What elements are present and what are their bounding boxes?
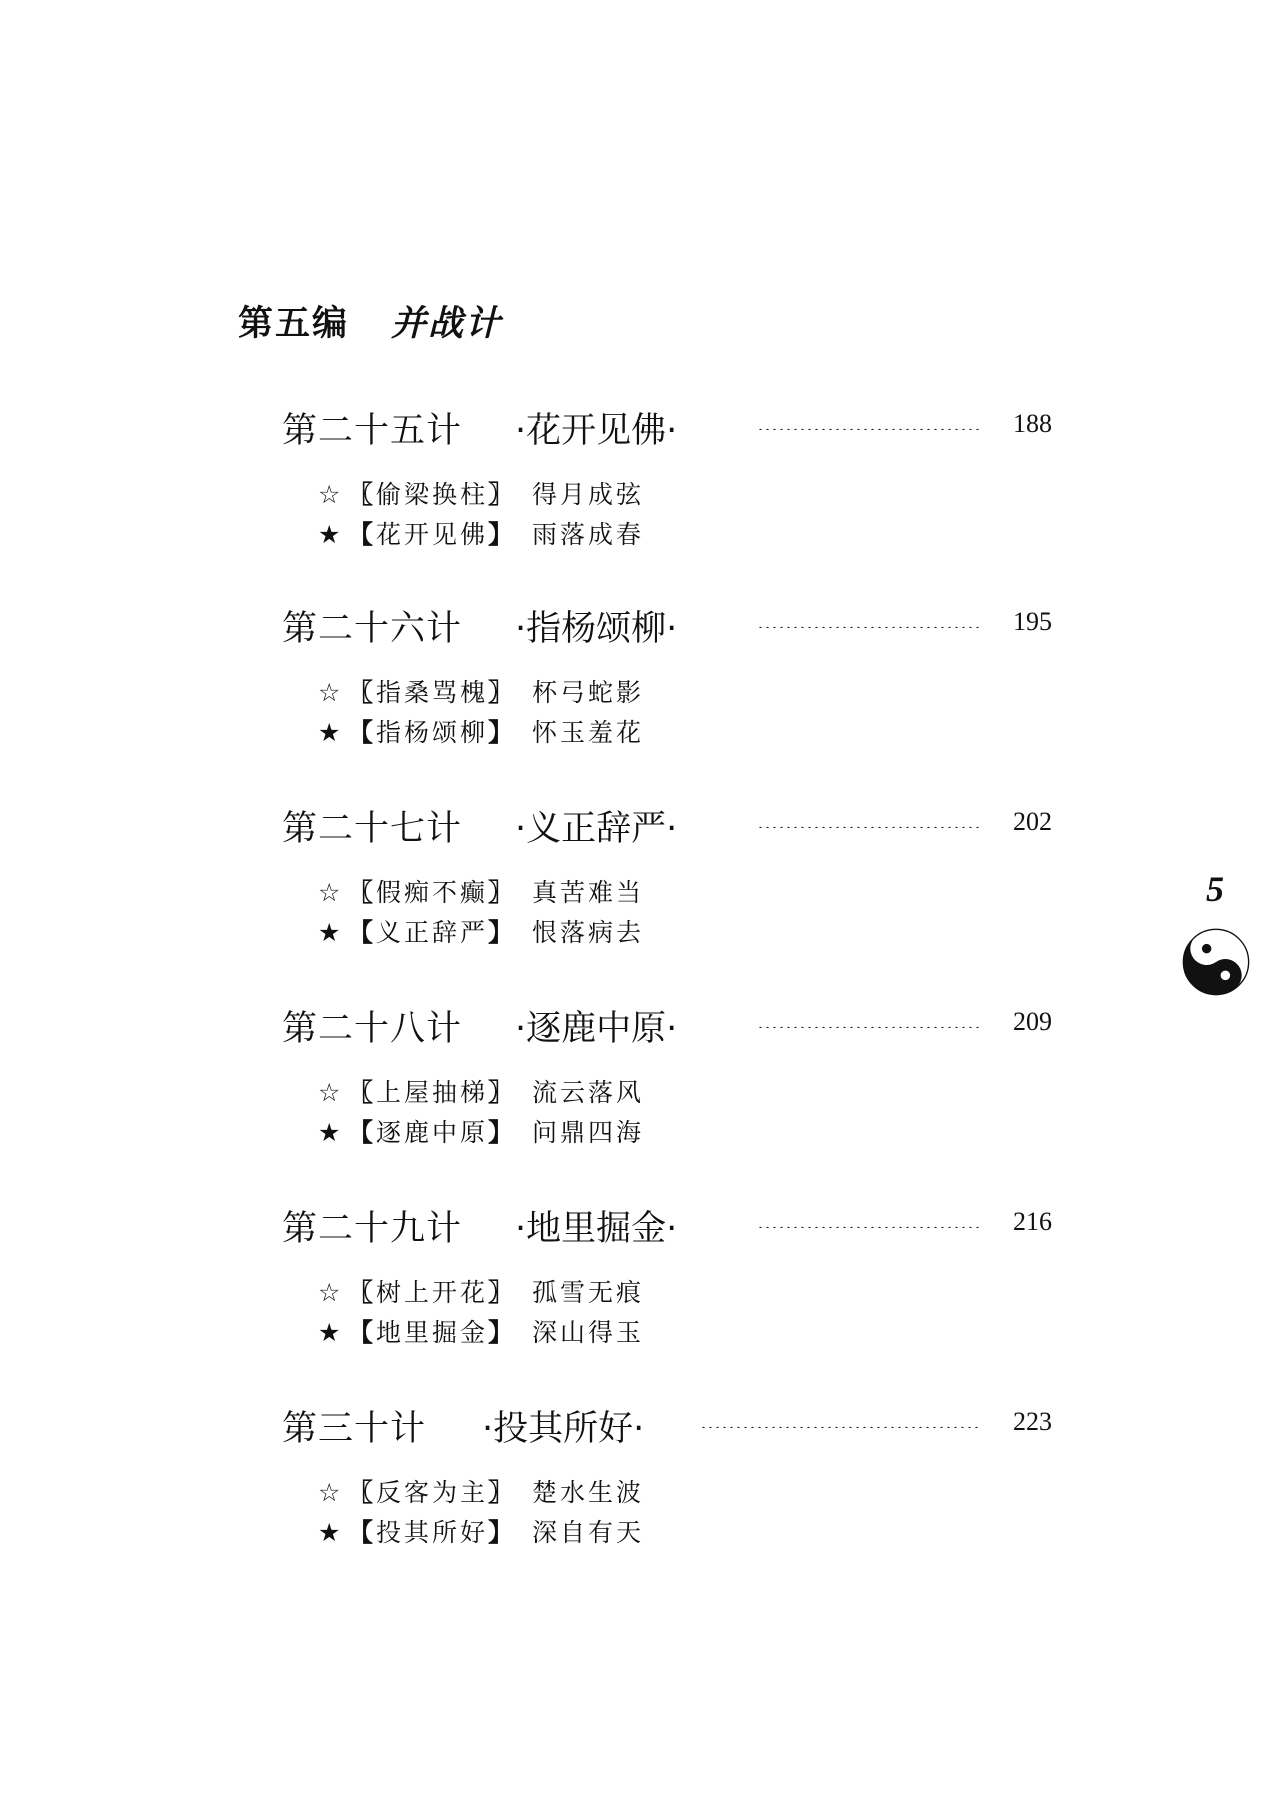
- bracket-close: 】: [488, 1518, 517, 1547]
- bracket-open: 【: [348, 718, 377, 747]
- bracket-close: 〗: [488, 480, 517, 509]
- sub-entry-subtitle: 问鼎四海: [532, 1118, 645, 1147]
- sub-entry: [318, 1113, 1052, 1153]
- sub-entry: [318, 873, 1052, 913]
- leader-dots: [757, 626, 980, 628]
- chapter-name: ·地里掘金·: [515, 1209, 678, 1249]
- chapter-line: [282, 1401, 1052, 1451]
- chapter-number: 第三十计: [282, 1409, 427, 1449]
- sub-entry-title: 指桑骂槐: [376, 678, 489, 707]
- chapter-name: ·指杨颂柳·: [515, 609, 678, 649]
- chapter-entry: [282, 1001, 1052, 1153]
- sub-entry-title: 假痴不癫: [376, 878, 489, 907]
- chapter-page-number: 188: [1013, 409, 1052, 438]
- hollow-star-icon: ☆: [318, 878, 344, 907]
- sub-entry-subtitle: 雨落成春: [532, 520, 645, 549]
- sub-entry: [318, 1513, 1052, 1553]
- chapter-line: [282, 403, 1052, 453]
- chapter-line: [282, 801, 1052, 851]
- sub-entry-subtitle: 深山得玉: [532, 1318, 645, 1347]
- sub-entry-subtitle: 得月成弦: [532, 480, 645, 509]
- chapter-entry: [282, 601, 1052, 753]
- bracket-close: 】: [488, 1318, 517, 1347]
- sub-entry-subtitle: 楚水生波: [532, 1478, 645, 1507]
- bracket-open: 〖: [348, 480, 377, 509]
- hollow-star-icon: ☆: [318, 1278, 344, 1307]
- bracket-close: 】: [488, 718, 517, 747]
- sub-entry-title: 偷梁换柱: [376, 480, 489, 509]
- bracket-open: 【: [348, 1518, 377, 1547]
- sub-entry-title: 投其所好: [376, 1518, 489, 1547]
- hollow-star-icon: ☆: [318, 480, 344, 509]
- bracket-open: 〖: [348, 878, 377, 907]
- sub-entry: [318, 515, 1052, 555]
- sub-entry: [318, 1313, 1052, 1353]
- bracket-close: 】: [488, 520, 517, 549]
- sub-entry-subtitle: 流云落风: [532, 1078, 645, 1107]
- sub-entry-title: 花开见佛: [376, 520, 489, 549]
- bracket-open: 【: [348, 1118, 377, 1147]
- sub-entry-title: 地里掘金: [376, 1318, 489, 1347]
- chapter-page-number: 209: [1013, 1007, 1052, 1036]
- filled-star-icon: ★: [318, 1518, 344, 1547]
- chapter-line: [282, 1001, 1052, 1051]
- chapter-entry: [282, 403, 1052, 555]
- bracket-open: 【: [348, 520, 377, 549]
- chapter-name: ·义正辞严·: [515, 809, 678, 849]
- chapter-number: 第二十九计: [282, 1209, 463, 1249]
- hollow-star-icon: ☆: [318, 1078, 344, 1107]
- chapter-name: ·投其所好·: [482, 1409, 645, 1449]
- leader-dots: [757, 826, 980, 828]
- leader-dots: [757, 428, 980, 430]
- filled-star-icon: ★: [318, 1318, 344, 1347]
- part-title: [238, 296, 502, 346]
- filled-star-icon: ★: [318, 718, 344, 747]
- chapter-entry: [282, 1401, 1052, 1553]
- chapter-page-number: 202: [1013, 807, 1052, 836]
- bracket-close: 】: [488, 918, 517, 947]
- sub-entry-title: 义正辞严: [376, 918, 489, 947]
- sub-entry-subtitle: 恨落病去: [532, 918, 645, 947]
- part-name: 并战计: [391, 303, 503, 344]
- bracket-open: 【: [348, 918, 377, 947]
- sub-entry-title: 树上开花: [376, 1278, 489, 1307]
- sub-entry: [318, 713, 1052, 753]
- sub-entry-subtitle: 杯弓蛇影: [532, 678, 645, 707]
- sub-entry: [318, 913, 1052, 953]
- bracket-open: 〖: [348, 1478, 377, 1507]
- leader-dots: [757, 1226, 980, 1228]
- sub-entry: [318, 1473, 1052, 1513]
- chapter-name: ·逐鹿中原·: [515, 1009, 678, 1049]
- chapter-number: 第二十六计: [282, 609, 463, 649]
- sub-entry: [318, 1273, 1052, 1313]
- sub-entry-title: 上屋抽梯: [376, 1078, 489, 1107]
- leader-dots: [757, 1026, 980, 1028]
- sub-entries: [318, 1073, 1052, 1153]
- hollow-star-icon: ☆: [318, 678, 344, 707]
- chapter-number: 第二十七计: [282, 809, 463, 849]
- sub-entry: [318, 475, 1052, 515]
- chapter-line: [282, 1201, 1052, 1251]
- hollow-star-icon: ☆: [318, 1478, 344, 1507]
- bracket-open: 〖: [348, 678, 377, 707]
- bracket-open: 〖: [348, 1278, 377, 1307]
- chapter-name: ·花开见佛·: [515, 411, 678, 451]
- sub-entry: [318, 673, 1052, 713]
- yin-yang-icon: [1182, 928, 1250, 996]
- chapter-page-number: 195: [1013, 607, 1052, 636]
- bracket-close: 〗: [488, 878, 517, 907]
- bracket-close: 〗: [488, 1478, 517, 1507]
- sub-entries: [318, 673, 1052, 753]
- sub-entries: [318, 475, 1052, 555]
- filled-star-icon: ★: [318, 1118, 344, 1147]
- sub-entry-subtitle: 真苦难当: [532, 878, 645, 907]
- bracket-open: 〖: [348, 1078, 377, 1107]
- bracket-close: 〗: [488, 1078, 517, 1107]
- part-label: 第五编: [238, 304, 350, 344]
- filled-star-icon: ★: [318, 918, 344, 947]
- sub-entries: [318, 1273, 1052, 1353]
- chapter-number: 第二十五计: [282, 411, 463, 451]
- sub-entry-title: 逐鹿中原: [376, 1118, 489, 1147]
- sub-entry-title: 反客为主: [376, 1478, 489, 1507]
- chapter-page-number: 216: [1013, 1207, 1052, 1236]
- bracket-close: 】: [488, 1118, 517, 1147]
- bracket-open: 【: [348, 1318, 377, 1347]
- sub-entry: [318, 1073, 1052, 1113]
- sub-entry-title: 指杨颂柳: [376, 718, 489, 747]
- sub-entry-subtitle: 怀玉羞花: [532, 718, 645, 747]
- sub-entry-subtitle: 孤雪无痕: [532, 1278, 645, 1307]
- chapter-number: 第二十八计: [282, 1009, 463, 1049]
- side-page-number: 5: [1206, 869, 1224, 909]
- chapter-page-number: 223: [1013, 1407, 1052, 1436]
- sub-entry-subtitle: 深自有天: [532, 1518, 645, 1547]
- filled-star-icon: ★: [318, 520, 344, 549]
- sub-entries: [318, 873, 1052, 953]
- bracket-close: 〗: [488, 1278, 517, 1307]
- bracket-close: 〗: [488, 678, 517, 707]
- chapter-entry: [282, 801, 1052, 953]
- leader-dots: [700, 1426, 980, 1428]
- sub-entries: [318, 1473, 1052, 1553]
- chapter-entry: [282, 1201, 1052, 1353]
- chapter-line: [282, 601, 1052, 651]
